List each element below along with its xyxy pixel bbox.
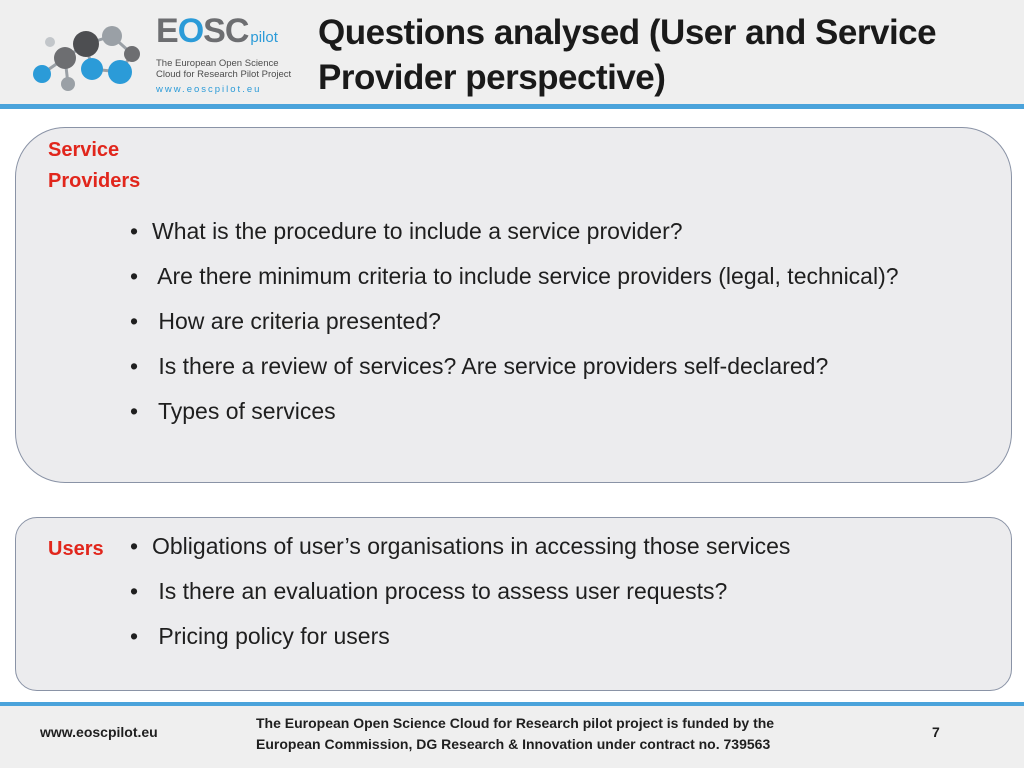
list-item [130,527,790,572]
list-item-text: Pricing policy for users [158,623,390,649]
service-providers-label: Service Providers [48,139,141,192]
list-item-text: Is there a review of services? Are service providers self-declared? [158,353,829,379]
list-item [130,302,899,347]
list-item [130,392,899,437]
users-list [130,527,790,662]
slide-title: Questions analysed (User and Service Provider perspective) [318,13,937,97]
logo-subtitle [156,58,306,80]
list-item-text: Obligations of user’s organisations in accessing those services [152,533,791,559]
funding-note [256,713,836,755]
list-item [130,257,899,302]
users-box [15,517,1012,691]
list-item [130,617,790,662]
bullet-icon: • [130,623,139,649]
logo-url: www.eoscpilot.eu [156,84,262,95]
bullet-icon: • [130,353,139,379]
header-divider [0,104,1024,109]
list-item [130,212,899,257]
bullet-icon: • [130,218,139,244]
funding-note-line2: European Commission, DG Research & Innovation under contract no. 739563 [256,736,771,752]
bullet-icon: • [130,398,139,424]
footer-url[interactable]: www.eoscpilot.eu [40,724,158,740]
list-item-text: What is the procedure to include a service provider? [152,218,683,244]
service-providers-box [15,127,1012,483]
list-item-text: How are criteria presented? [158,308,441,334]
eosc-logo-text [156,14,306,95]
page-number: 7 [932,724,940,740]
list-item-text: Are there minimum criteria to include service providers (legal, technical)? [157,263,899,289]
bullet-icon: • [130,533,139,559]
logo-brand-sc: SC [203,12,249,50]
logo-brand-pilot: pilot [250,29,278,46]
list-item-text: Types of services [157,398,336,424]
logo-subtitle-line2: Cloud for Research Pilot Project [156,69,292,80]
bullet-icon: • [130,308,139,334]
users-label: Users [48,538,104,560]
bullet-icon: • [130,578,139,604]
slide-footer [0,706,1024,768]
logo-brand [156,14,306,55]
logo-brand-o: O [177,12,204,50]
list-item [130,347,899,392]
list-item-text: Is there an evaluation process to assess user requests? [158,578,728,604]
bullet-icon: • [130,263,139,289]
logo-subtitle-line1: The European Open Science [156,58,279,69]
slide-header [0,0,1024,104]
service-providers-list [130,212,899,437]
logo-brand-e: E [156,12,178,50]
list-item [130,572,790,617]
eosc-molecule-logo-icon [20,14,150,96]
funding-note-line1: The European Open Science Cloud for Research pilot project is funded by the [256,715,775,731]
